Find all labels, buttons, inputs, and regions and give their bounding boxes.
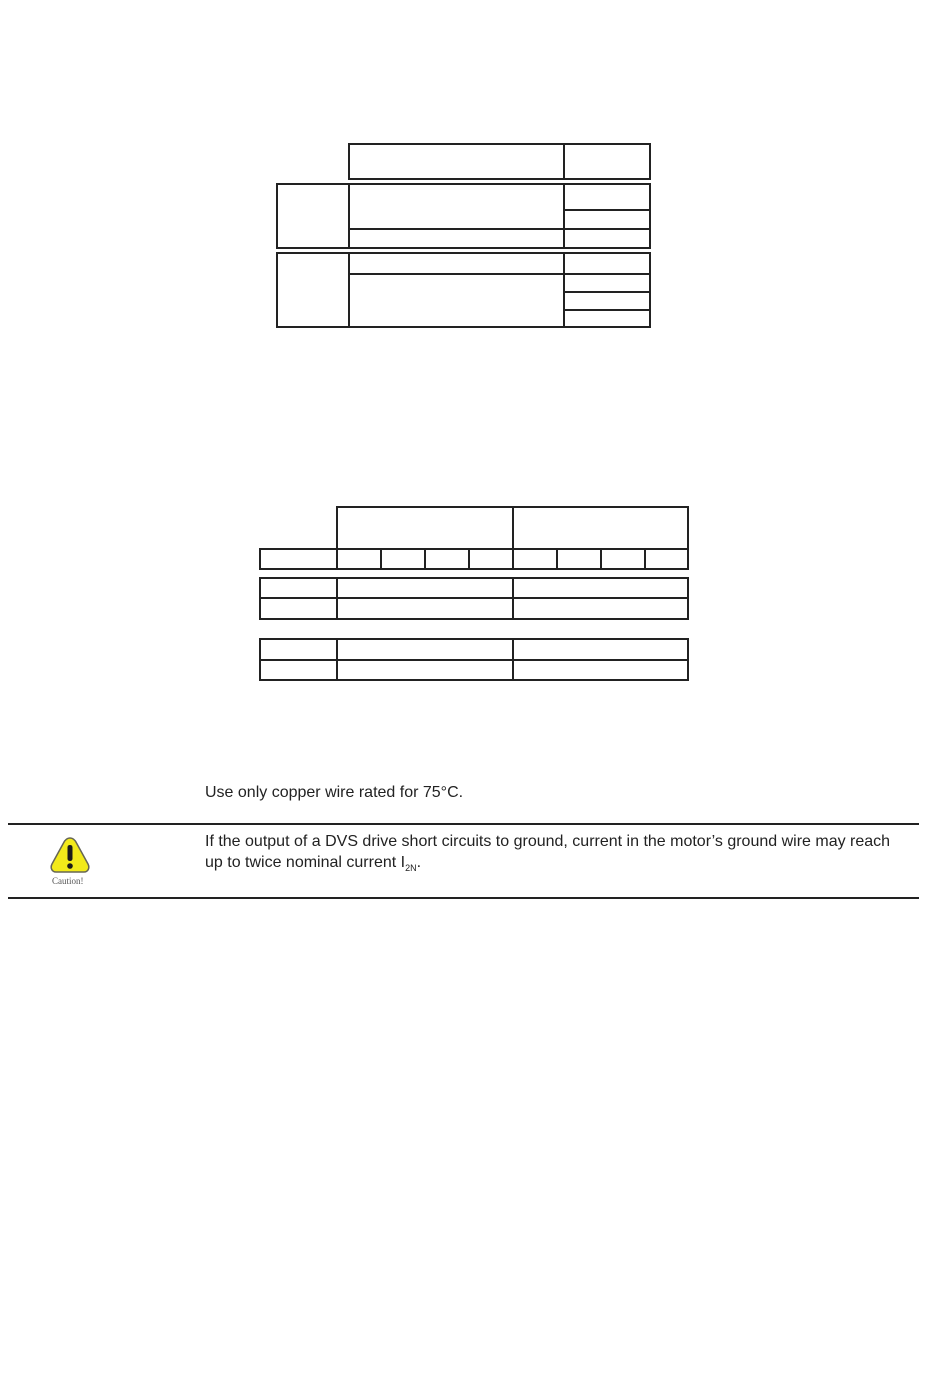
table-2-cell — [336, 659, 514, 681]
table-1-cell — [563, 228, 651, 249]
table-2-subheader-cell — [380, 548, 426, 570]
table-2-subheader-cell — [468, 548, 514, 570]
table-1-group-cell — [276, 183, 350, 249]
copper-wire-note: Use only copper wire rated for 75°C. — [205, 784, 464, 801]
caution-icon-label: Caution! — [52, 876, 84, 886]
caution-text-line-2-main: up to twice nominal current I — [205, 854, 406, 871]
table-2-cell — [336, 638, 514, 661]
table-1-header-cell — [348, 143, 565, 180]
table-1-group-cell — [276, 252, 350, 328]
table-1-header-cell — [563, 143, 651, 180]
table-2-cell — [259, 638, 338, 661]
table-2-subheader-cell — [600, 548, 646, 570]
caution-icon — [49, 836, 91, 876]
table-2-subheader-cell — [424, 548, 470, 570]
table-2-header-cell — [336, 506, 514, 550]
table-2-cell — [336, 597, 514, 620]
table-2-cell — [512, 638, 689, 661]
table-1-cell — [348, 183, 565, 230]
table-1-cell — [563, 309, 651, 328]
caution-text-line-1: If the output of a DVS drive short circuits to ground, current in the motor’s ground wire may reach — [205, 833, 891, 850]
table-2-cell — [336, 577, 514, 599]
table-2-cell — [512, 577, 689, 599]
table-2-cell — [259, 597, 338, 620]
table-1-cell — [563, 252, 651, 275]
table-1-cell — [563, 209, 651, 230]
caution-text-subscript: 2N — [405, 863, 417, 873]
table-2-cell — [512, 597, 689, 620]
caution-top-rule — [8, 823, 919, 825]
table-2-subheader-cell — [336, 548, 382, 570]
table-2-cell — [259, 577, 338, 599]
table-1-cell — [348, 252, 565, 275]
table-2-subheader-cell — [556, 548, 602, 570]
table-1-cell — [348, 228, 565, 249]
table-1-cell — [563, 273, 651, 293]
table-2-subheader-cell — [644, 548, 689, 570]
table-2-cell — [512, 659, 689, 681]
table-1-cell — [563, 291, 651, 311]
caution-bottom-rule — [8, 897, 919, 899]
table-1-cell — [563, 183, 651, 211]
table-2-subheader-cell — [512, 548, 558, 570]
table-1-cell — [348, 273, 565, 328]
table-2-subheader-cell — [259, 548, 338, 570]
table-2-header-cell — [512, 506, 689, 550]
table-2-cell — [259, 659, 338, 681]
caution-text-line-2 — [205, 852, 421, 875]
caution-text-line-2-end: . — [416, 854, 422, 871]
